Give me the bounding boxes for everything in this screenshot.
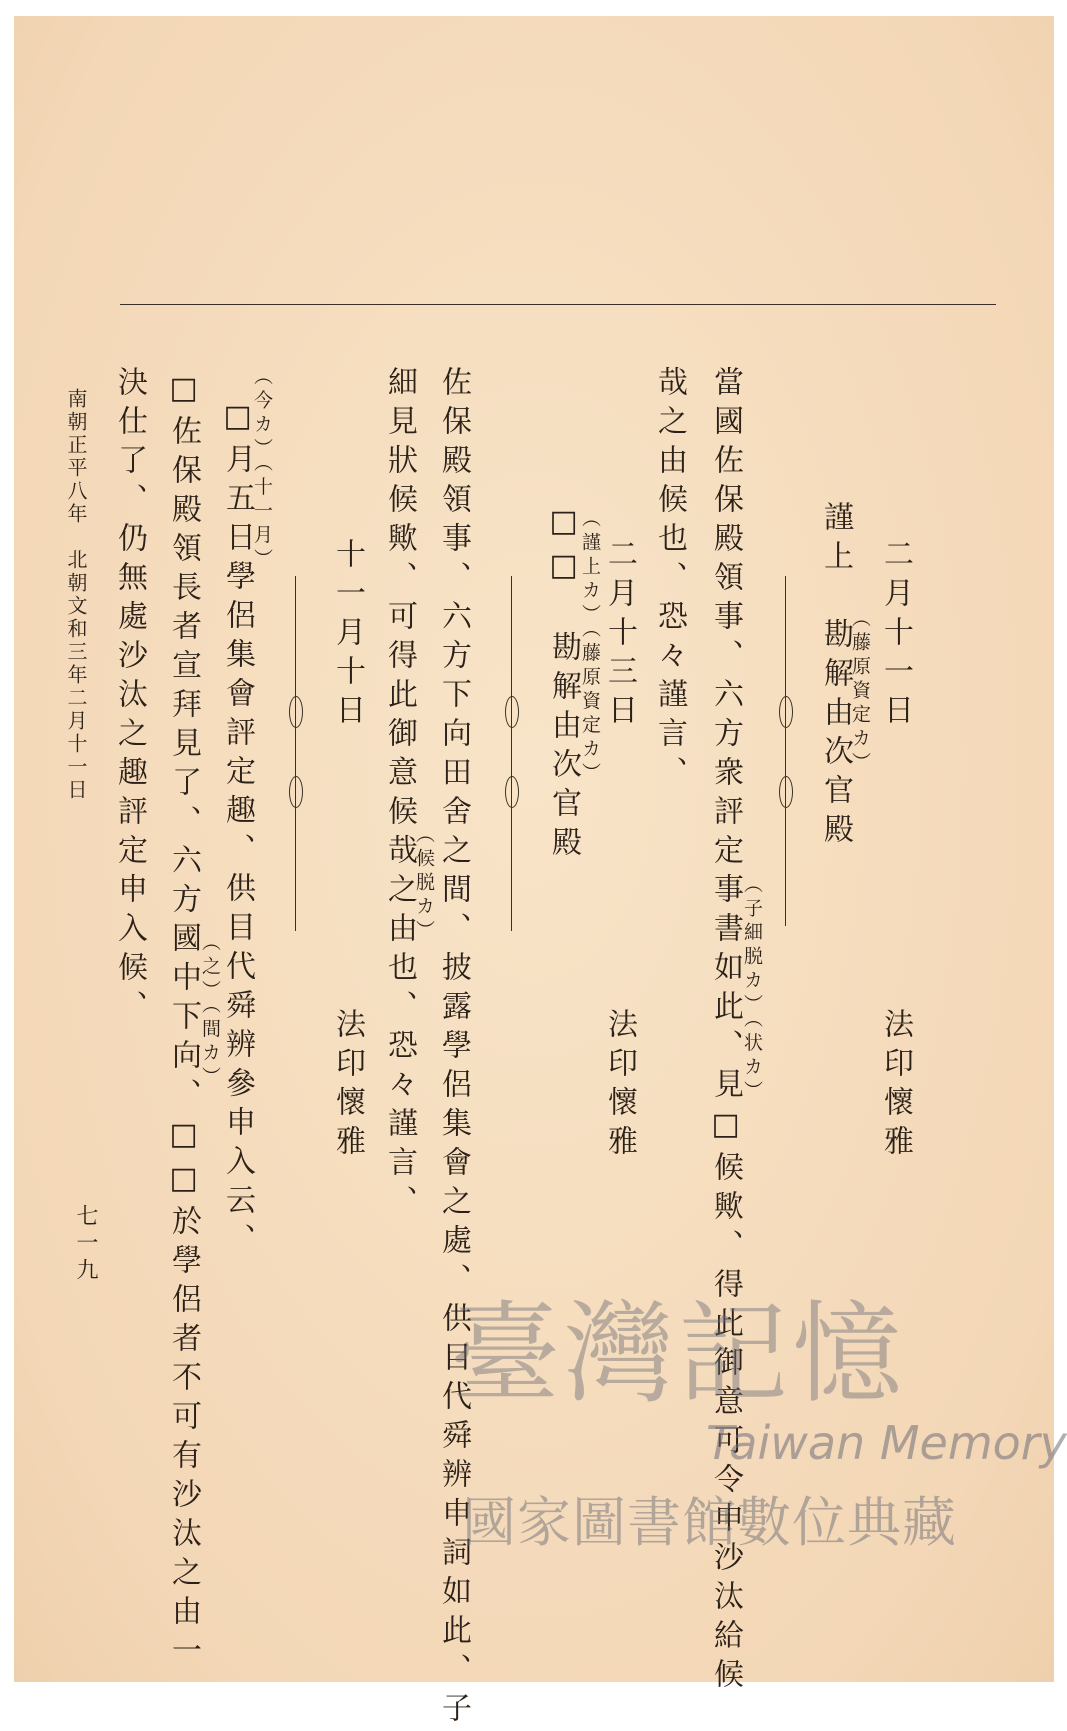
letter3-body-note: （候脱カ） [413, 824, 435, 944]
letter1-body-note: （子細脱カ）（状カ） [741, 874, 763, 1105]
letter1-addressee: 謹上 勘解由次官殿 [818, 501, 853, 852]
letter1-signature: 法印懷雅 [878, 1008, 913, 1164]
letter1-addressee-note: （藤原資定カ） [849, 608, 871, 776]
record-line2-note: （之）（間カ） [199, 932, 221, 1091]
letter2-date: 二月十三日 [602, 538, 637, 733]
letter3-body-line2: 細見狀候歟、可得此御意候哉之由也、恐々謹言、 [382, 366, 417, 1224]
letter3-signature: 法印懷雅 [330, 1008, 365, 1164]
record-line1: □月五日學侶集會評定趣、供目代舜辨參申入云、 [220, 399, 255, 1262]
record-line3: 決仕了、仍無處沙汰之趣評定申入候、 [112, 366, 147, 1029]
column-divider [295, 576, 296, 931]
watermark-subtitle: 國家圖書館數位典藏 [462, 1491, 957, 1554]
watermark-english: Taiwan Memory [706, 1416, 1067, 1470]
letter3-date: 十一月十日 [330, 538, 365, 733]
letter2-addressee: □□ 勘解由次官殿 [546, 504, 581, 865]
watermark-chinese: 臺灣記憶 [450, 1290, 906, 1418]
letter3-body-line1: 佐保殿領事、六方下向田舍之間、披露學侶集會之處、供目代舜辨申詞如此、子 [436, 366, 471, 1731]
letter2-signature: 法印懷雅 [602, 1008, 637, 1164]
letter2-addressee-note: （謹上カ）（藤原資定カ） [579, 508, 601, 787]
letter1-body-line1: 當國佐保殿領事、六方衆評定事書如此、見□候歟、得此御意可令申沙汰給候 [708, 366, 743, 1697]
page-number: 七一九 [73, 1204, 98, 1285]
horizontal-rule [120, 304, 996, 305]
letter1-date: 二月十一日 [878, 538, 913, 733]
record-line1-note: （今カ）（十一月） [251, 366, 273, 573]
record-line2: □佐保殿領長者宣拜見了、六方國中下向、□□於學侶者不可有沙汰之由一 [166, 371, 201, 1673]
letter1-body-line2: 哉之由候也、恐々謹言、 [652, 366, 687, 795]
column-divider [511, 576, 512, 931]
era-note: 南朝正平八年 北朝文和三年二月十一日 [64, 388, 88, 802]
column-divider [785, 576, 786, 926]
